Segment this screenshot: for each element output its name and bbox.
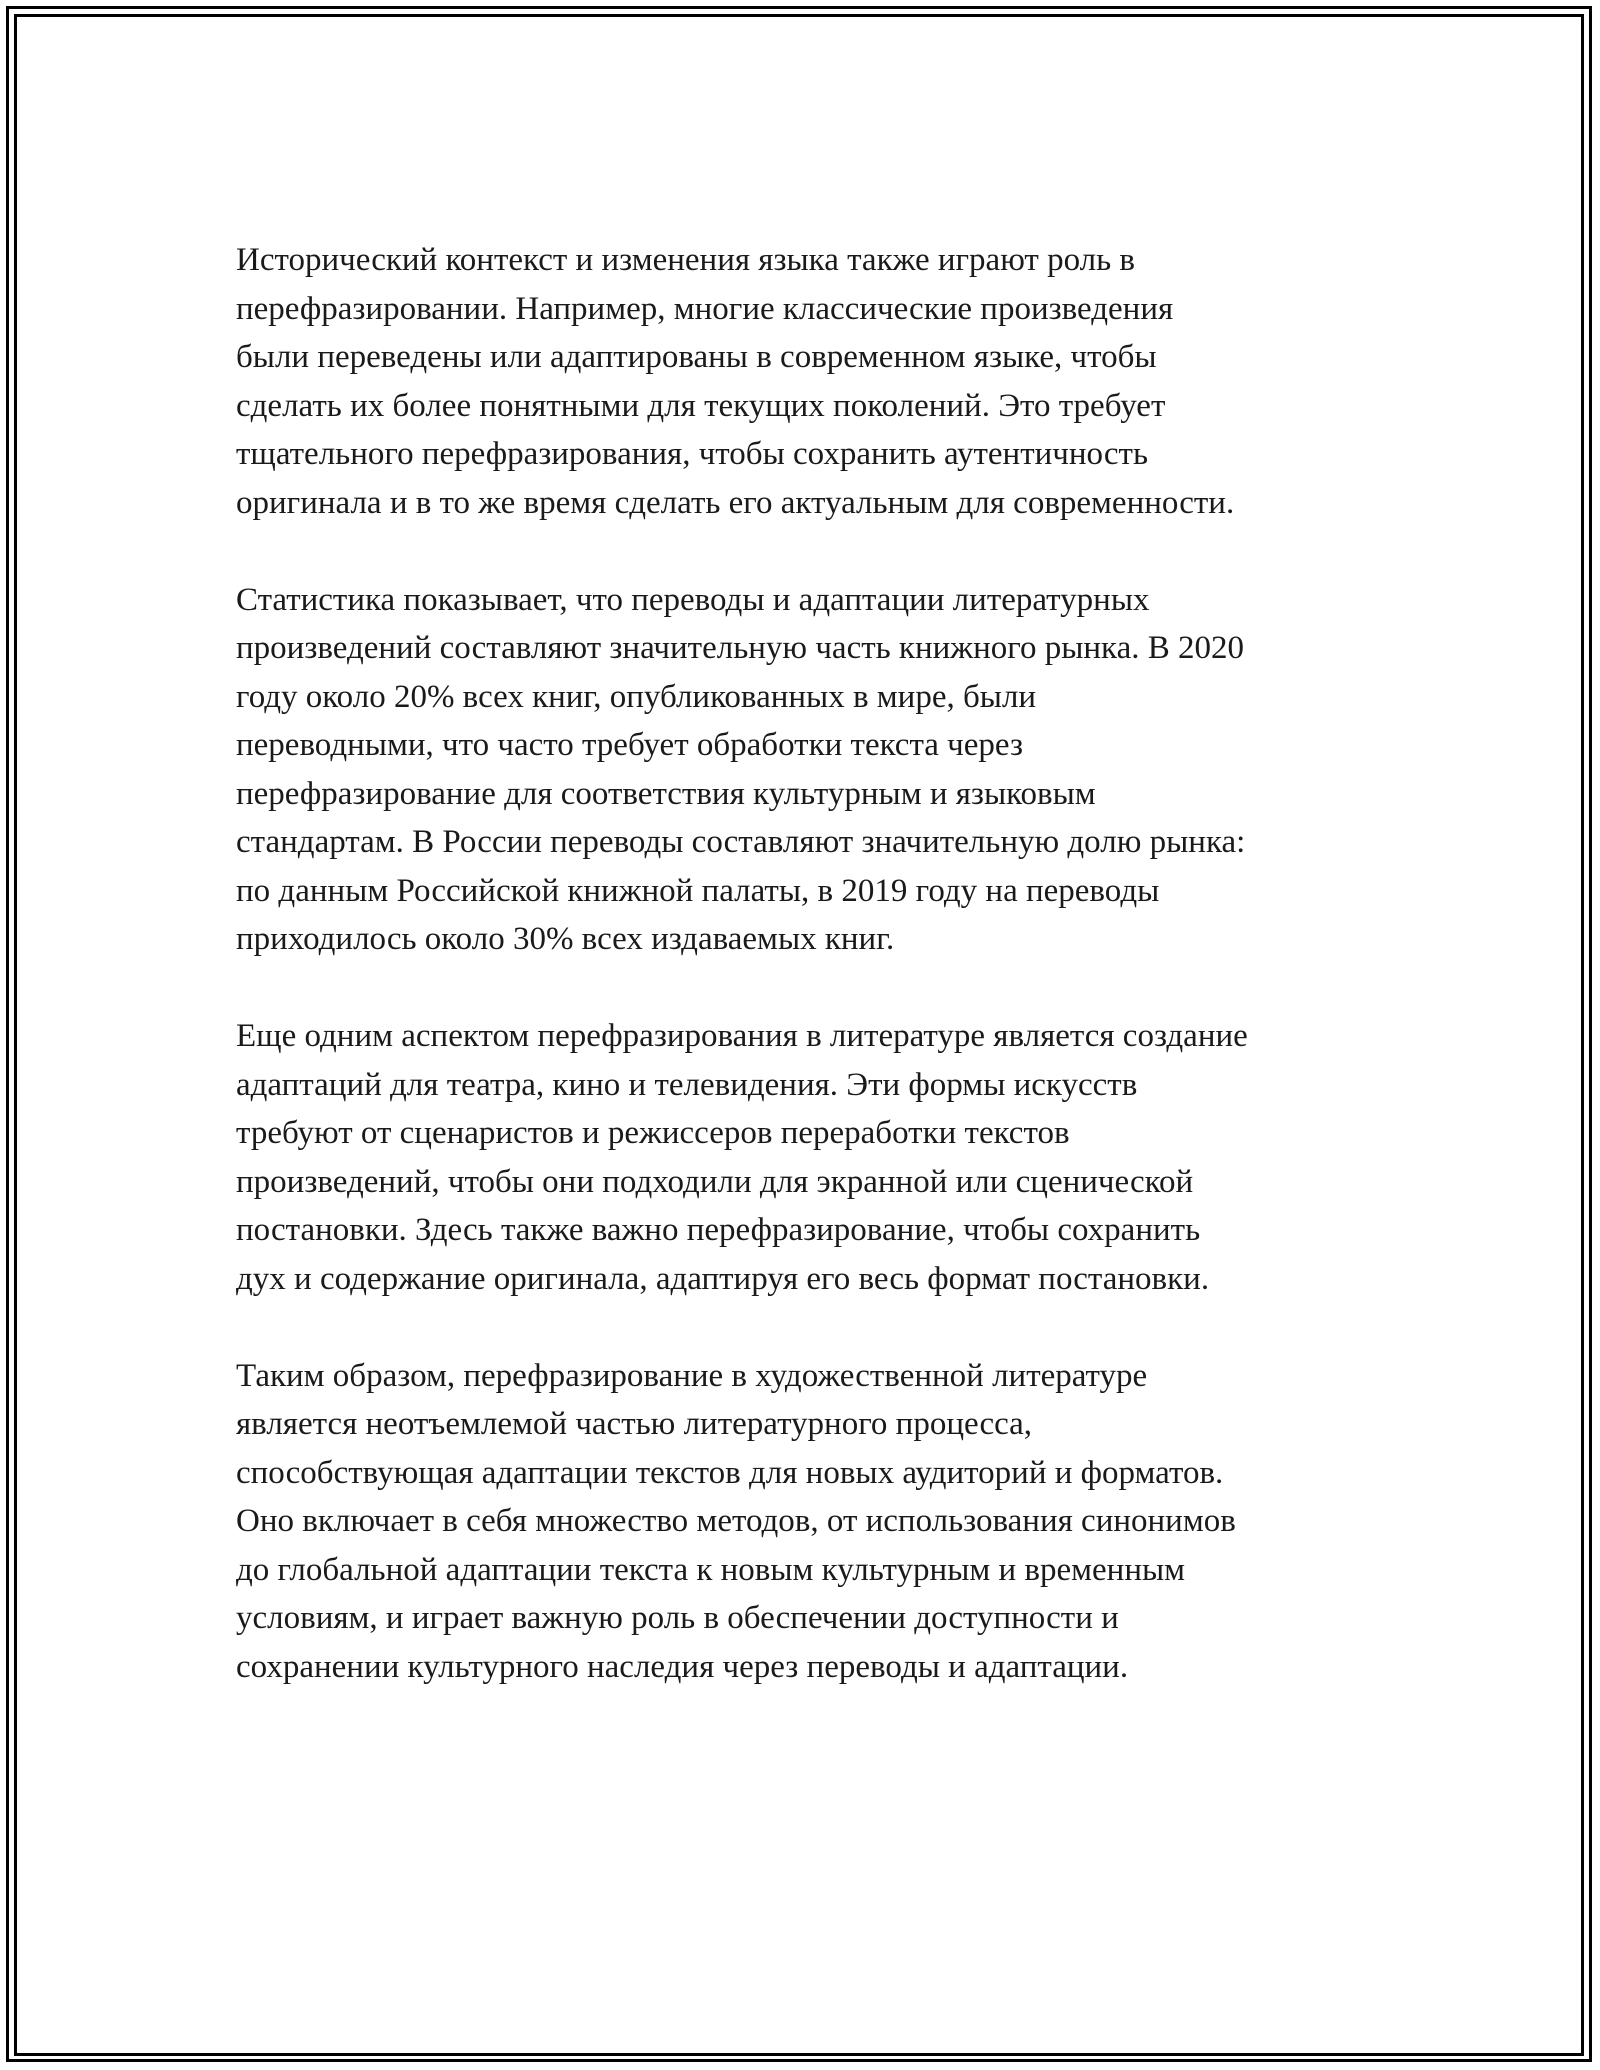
paragraph-historical-context <box>236 236 1416 527</box>
paragraph-conclusion <box>236 1352 1416 1692</box>
text-line: сохранении культурного наследия через переводы и адаптации. <box>236 1648 1129 1685</box>
text-line: перефразировании. Например, многие классические произведения <box>236 290 1174 327</box>
text-line: по данным Российской книжной палаты, в 2019 году на переводы <box>236 872 1160 909</box>
text-line: сделать их более понятными для текущих поколений. Это требует <box>236 387 1166 424</box>
text-line: является неотъемлемой частью литературного процесса, <box>236 1406 1033 1442</box>
text-line: дух и содержание оригинала, адаптируя его весь формат постановки. <box>236 1260 1210 1297</box>
text-line: переводными, что часто требует обработки текста через <box>236 727 1024 763</box>
text-line: тщательного перефразирования, чтобы сохранить аутентичность <box>236 436 1148 472</box>
text-line: оригинала и в то же время сделать его актуальным для современности. <box>236 484 1235 521</box>
text-line: Статистика показывает, что переводы и адаптации литературных <box>236 581 1150 618</box>
text-line: произведений, чтобы они подходили для экранной или сценической <box>236 1163 1194 1200</box>
document-body <box>236 236 1416 1740</box>
text-line: приходилось около 30% всех издаваемых книг. <box>236 921 895 957</box>
text-line: постановки. Здесь также важно перефразирование, чтобы сохранить <box>236 1212 1201 1248</box>
text-line: адаптаций для театра, кино и телевидения. Эти формы искусств <box>236 1066 1138 1103</box>
text-line: были переведены или адаптированы в современном языке, чтобы <box>236 339 1157 375</box>
text-line: Еще одним аспектом перефразирования в литературе является создание <box>236 1018 1248 1054</box>
text-line: Оно включает в себя множество методов, от использования синонимов <box>236 1503 1236 1539</box>
text-line: перефразирование для соответствия культурным и языковым <box>236 775 1096 812</box>
paragraph-adaptations <box>236 1012 1416 1303</box>
text-line: требуют от сценаристов и режиссеров переработки текстов <box>236 1115 1070 1151</box>
text-line: году около 20% всех книг, опубликованных в мире, были <box>236 678 1037 715</box>
text-line: способствующая адаптации текстов для новых аудиторий и форматов. <box>236 1454 1224 1491</box>
text-line: до глобальной адаптации текста к новым культурным и временным <box>236 1551 1186 1588</box>
text-line: Таким образом, перефразирование в художественной литературе <box>236 1357 1148 1394</box>
text-line: стандартам. В России переводы составляют значительную долю рынка: <box>236 824 1246 860</box>
paragraph-statistics <box>236 576 1416 964</box>
text-line: произведений составляют значительную часть книжного рынка. В 2020 <box>236 630 1244 666</box>
text-line: Исторический контекст и изменения языка также играют роль в <box>236 242 1136 278</box>
text-line: условиям, и играет важную роль в обеспечении доступности и <box>236 1600 1119 1636</box>
